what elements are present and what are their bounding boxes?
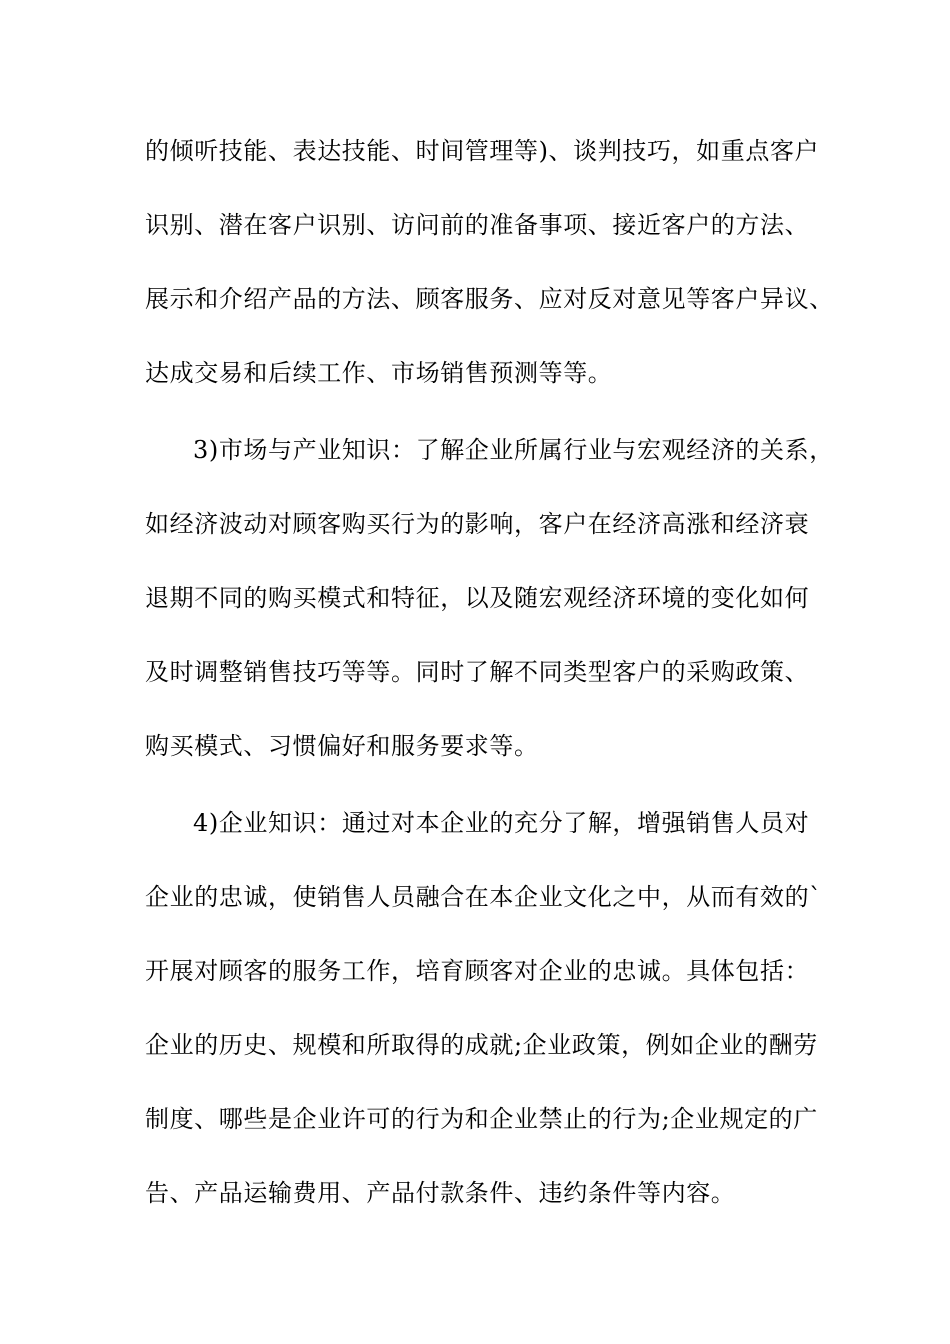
text-line-4: 达成交易和后续工作、市场销售预测等等。 bbox=[145, 359, 613, 387]
text-line-7: 退期不同的购买模式和特征，以及随宏观经济环境的变化如何 bbox=[145, 584, 810, 612]
text-line-15: 告、产品运输费用、产品付款条件、违约条件等内容。 bbox=[145, 1179, 736, 1207]
text-line-9: 购买模式、习惯偏好和服务要求等。 bbox=[145, 732, 539, 760]
text-line-2: 识别、潜在客户识别、访问前的准备事项、接近客户的方法、 bbox=[145, 211, 810, 239]
text-line-6: 如经济波动对顾客购买行为的影响，客户在经济高涨和经济衰 bbox=[145, 510, 810, 538]
text-line-3: 展示和介绍产品的方法、顾客服务、应对反对意见等客户异议、 bbox=[145, 285, 834, 313]
text-line-12: 开展对顾客的服务工作，培育顾客对企业的忠诚。具体包括： bbox=[145, 957, 810, 985]
text-line-14: 制度、哪些是企业许可的行为和企业禁止的行为;企业规定的广 bbox=[145, 1105, 818, 1133]
text-line-13: 企业的历史、规模和所取得的成就;企业政策，例如企业的酬劳 bbox=[145, 1031, 818, 1059]
text-line-11: 企业的忠诚，使销售人员融合在本企业文化之中，从而有效的` bbox=[145, 883, 822, 911]
text-line-1: 的倾听技能、表达技能、时间管理等)、谈判技巧，如重点客户 bbox=[145, 137, 820, 165]
text-line-8: 及时调整销售技巧等等。同时了解不同类型客户的采购政策、 bbox=[145, 658, 810, 686]
text-line-10: 4)企业知识：通过对本企业的充分了解，增强销售人员对 bbox=[193, 809, 810, 837]
text-line-5: 3)市场与产业知识：了解企业所属行业与宏观经济的关系， bbox=[193, 436, 834, 464]
